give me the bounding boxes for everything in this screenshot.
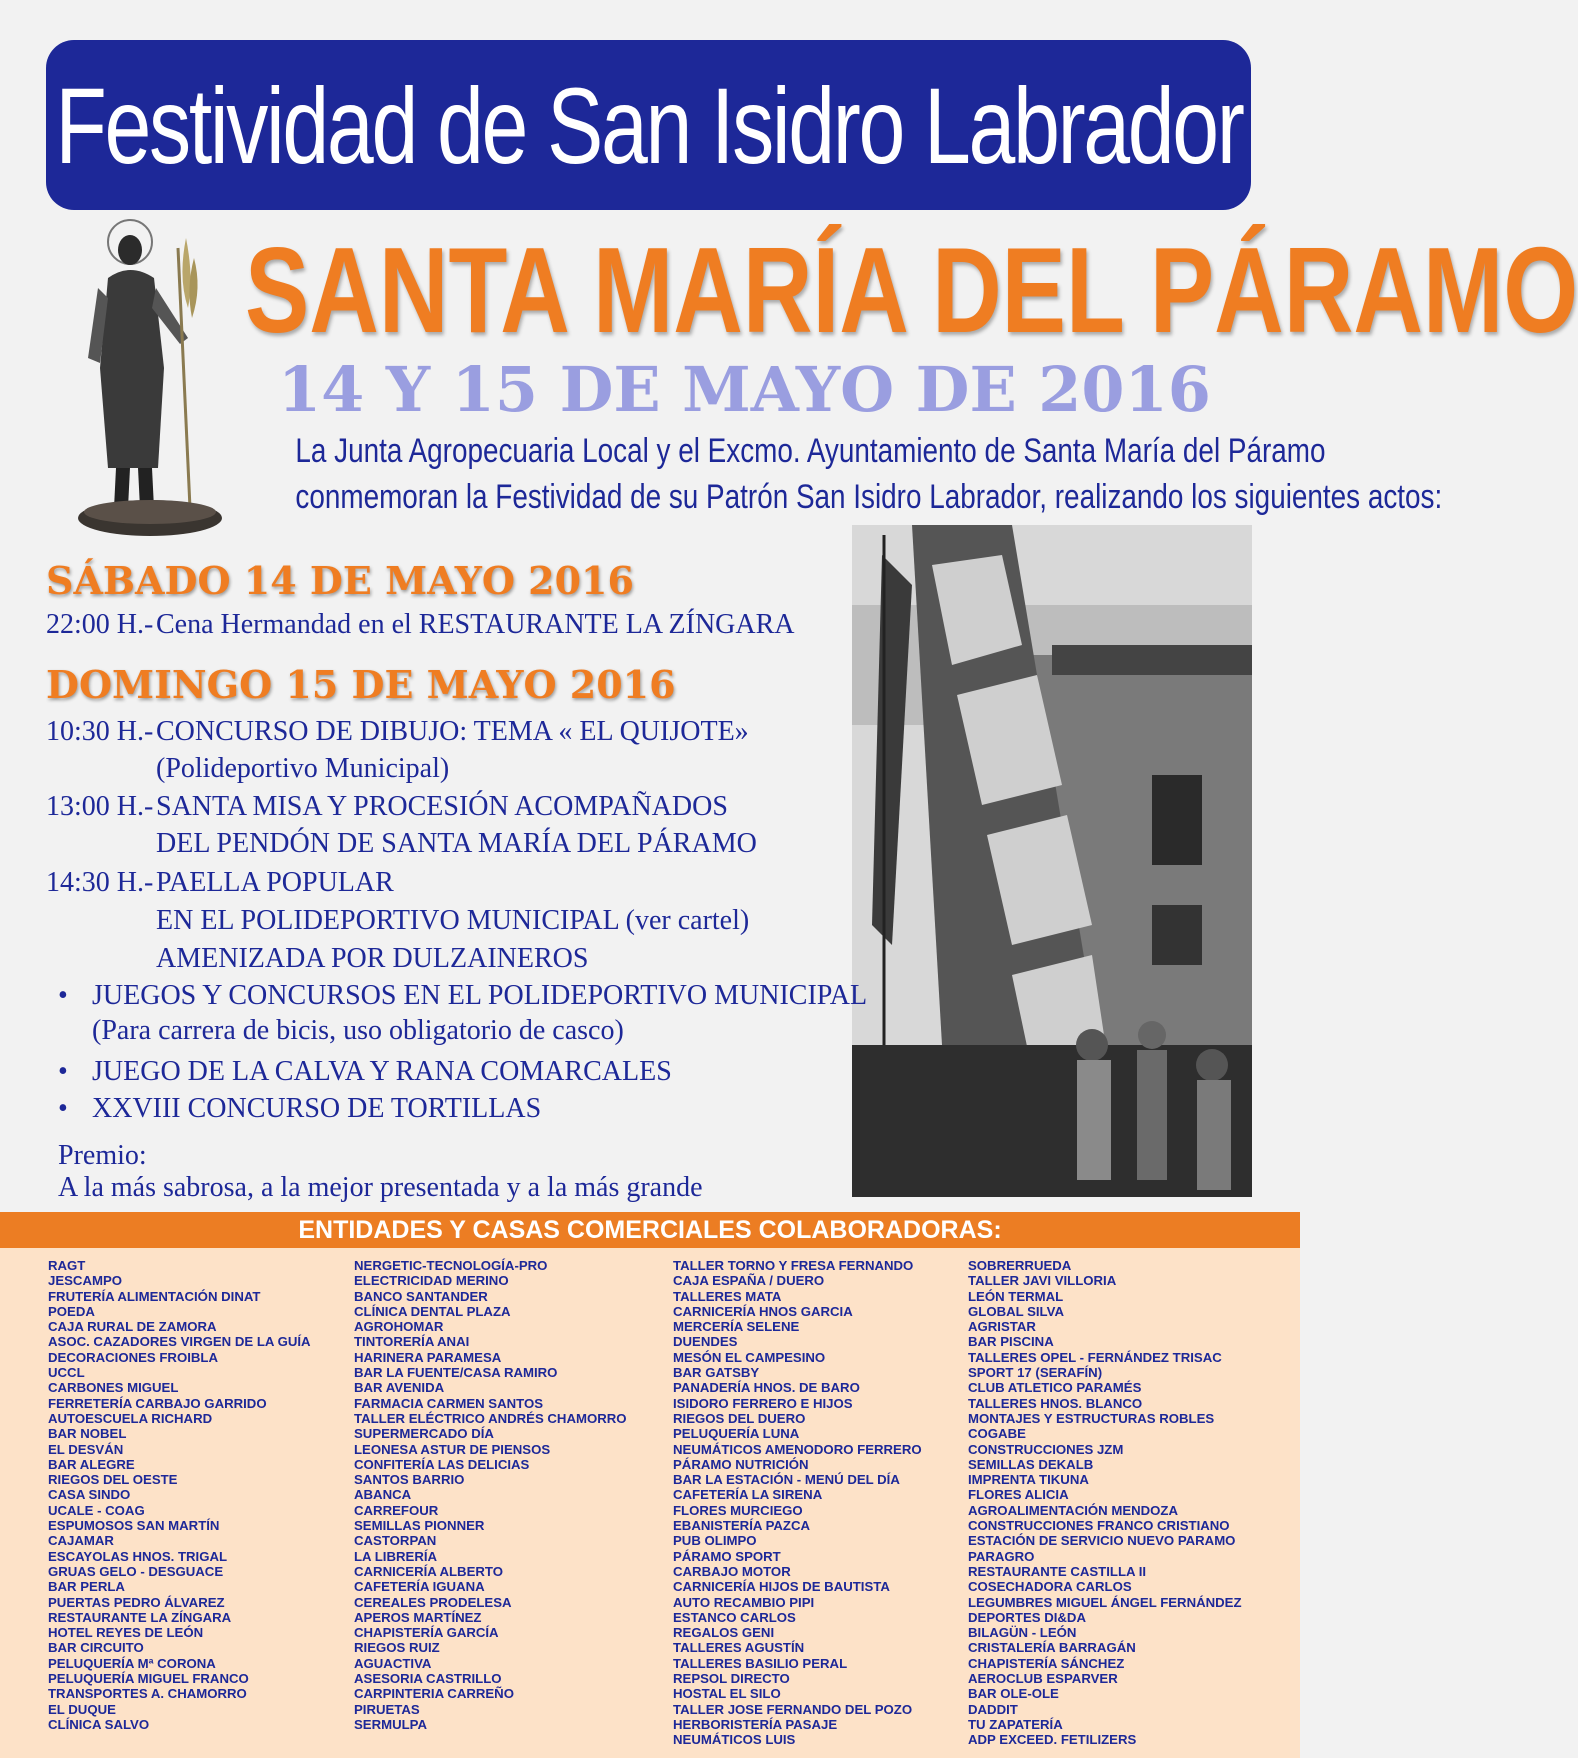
sponsor-item: TALLERES OPEL - FERNÁNDEZ TRISAC <box>968 1349 1222 1365</box>
sponsor-item: APEROS MARTÍNEZ <box>354 1609 482 1625</box>
bullet-dot: • <box>58 1093 68 1124</box>
sponsor-item: AUTOESCUELA RICHARD <box>48 1410 213 1426</box>
event-time: 10:30 H.- <box>46 716 154 747</box>
sponsor-item: ADP EXCEED. FETILIZERS <box>968 1732 1137 1748</box>
sponsor-item: HOSTAL EL SILO <box>673 1686 781 1702</box>
sponsor-item: ELECTRICIDAD MERINO <box>354 1273 509 1289</box>
sponsor-item: AEROCLUB ESPARVER <box>968 1671 1118 1687</box>
sponsor-item: REPSOL DIRECTO <box>673 1671 790 1687</box>
sponsor-item: FRUTERÍA ALIMENTACIÓN DINAT <box>48 1288 261 1304</box>
sponsor-item: TALLER ELÉCTRICO ANDRÉS CHAMORRO <box>354 1410 627 1426</box>
sponsor-item: NERGETIC-TECNOLOGÍA-PRO <box>354 1258 548 1273</box>
sponsors-heading: ENTIDADES Y CASAS COMERCIALES COLABORADORAS: <box>0 1212 1300 1248</box>
sponsor-item: COSECHADORA CARLOS <box>968 1579 1132 1595</box>
sponsor-item: CONSTRUCCIONES FRANCO CRISTIANO <box>968 1518 1230 1534</box>
sponsor-item: UCCL <box>48 1365 85 1381</box>
sponsor-item: CARBONES MIGUEL <box>48 1380 179 1396</box>
sponsor-item: COGABE <box>968 1426 1026 1442</box>
sponsor-item: ABANCA <box>354 1487 412 1503</box>
sponsor-item: DECORACIONES FROIBLA <box>48 1349 218 1365</box>
sunday-event-3-detail-2: AMENIZADA POR DULZAINEROS <box>156 943 589 974</box>
prize-text: A la más sabrosa, a la mejor presentada y a la más grande <box>58 1172 703 1203</box>
bullet-dot: • <box>58 980 68 1011</box>
sponsor-item: NEUMÁTICOS LUIS <box>673 1732 796 1748</box>
sponsors-column-1 <box>48 1258 311 1732</box>
sponsors-column-2 <box>354 1258 627 1732</box>
sponsor-item: BILAGÜN - LEÓN <box>968 1625 1077 1641</box>
sponsor-item: RIEGOS DEL OESTE <box>48 1472 178 1488</box>
sponsor-item: DADDIT <box>968 1701 1018 1717</box>
event-text: Cena Hermandad en el RESTAURANTE LA ZÍNGARA <box>156 609 795 640</box>
sponsor-item: SEMILLAS PIONNER <box>354 1518 485 1534</box>
intro-line-2: conmemoran la Festividad de su Patrón San Isidro Labrador, realizando los siguientes actos: <box>295 478 1443 516</box>
sponsor-item: BANCO SANTANDER <box>354 1288 488 1304</box>
town-name: SANTA MARÍA DEL PÁRAMO <box>245 222 1578 358</box>
sponsor-item: CARNICERÍA HNOS GARCIA <box>673 1303 853 1319</box>
sponsor-item: CAJA RURAL DE ZAMORA <box>48 1319 217 1335</box>
sponsor-item: BAR LA ESTACIÓN - MENÚ DEL DÍA <box>673 1472 900 1488</box>
sponsor-item: SEMILLAS DEKALB <box>968 1456 1094 1472</box>
sponsor-item: CARREFOUR <box>354 1502 439 1518</box>
sunday-heading: DOMINGO 15 DE MAYO 2016 <box>46 662 676 707</box>
sponsor-item: CLÍNICA DENTAL PLAZA <box>354 1303 511 1319</box>
sunday-event-1-detail: (Polideportivo Municipal) <box>156 753 450 784</box>
title-banner <box>46 40 1251 210</box>
event-time: 13:00 H.- <box>46 791 154 822</box>
event-text: PAELLA POPULAR <box>156 867 394 898</box>
sponsor-item: JESCAMPO <box>48 1273 123 1289</box>
sponsor-item: CRISTALERÍA BARRAGÁN <box>968 1640 1136 1656</box>
sponsor-item: AGROHOMAR <box>354 1319 444 1335</box>
sunday-event-3 <box>46 866 394 900</box>
sponsor-item: TALLERES MATA <box>673 1288 782 1304</box>
poster-title: Festividad de San Isidro Labrador <box>54 64 1243 186</box>
sponsor-item: CONFITERÍA LAS DELICIAS <box>354 1456 530 1472</box>
sponsor-item: BAR PISCINA <box>968 1334 1054 1350</box>
sponsor-item: CEREALES PRODELESA <box>354 1594 512 1610</box>
sponsor-item: PELUQUERÍA MIGUEL FRANCO <box>48 1671 249 1687</box>
activity-bullet-2 <box>58 1056 672 1088</box>
sponsor-item: AGROALIMENTACIÓN MENDOZA <box>968 1502 1179 1518</box>
sponsor-item: HERBORISTERÍA PASAJE <box>673 1716 838 1732</box>
sponsor-item: SUPERMERCADO DÍA <box>354 1426 494 1442</box>
sponsor-item: PANADERÍA HNOS. DE BARO <box>673 1380 860 1396</box>
sponsor-item: BAR PERLA <box>48 1579 125 1595</box>
sponsor-item: ESTANCO CARLOS <box>673 1609 796 1625</box>
sponsor-item: CAJA ESPAÑA / DUERO <box>673 1273 825 1289</box>
sponsor-item: PELUQUERÍA Mª CORONA <box>48 1655 216 1671</box>
sponsors-panel <box>0 1248 1300 1758</box>
sponsor-item: TINTORERÍA ANAI <box>354 1334 470 1350</box>
sponsor-item: AUTO RECAMBIO PIPI <box>673 1594 815 1610</box>
sponsor-item: PUERTAS PEDRO ÁLVAREZ <box>48 1594 225 1610</box>
sponsor-item: LEGUMBRES MIGUEL ÁNGEL FERNÁNDEZ <box>968 1594 1242 1610</box>
sponsor-item: CLUB ATLETICO PARAMÉS <box>968 1380 1142 1396</box>
event-text: SANTA MISA Y PROCESIÓN ACOMPAÑADOS <box>156 791 728 822</box>
sponsor-item: DEPORTES DI&DA <box>968 1609 1086 1625</box>
sponsor-item: REGALOS GENI <box>673 1625 775 1641</box>
sponsor-item: HARINERA PARAMESA <box>354 1349 502 1365</box>
sponsor-item: CONSTRUCCIONES JZM <box>968 1441 1124 1457</box>
sponsor-item: GLOBAL SILVA <box>968 1303 1064 1319</box>
sponsor-item: TALLER TORNO Y FRESA FERNANDO <box>673 1258 914 1273</box>
sunday-event-1 <box>46 715 749 749</box>
sponsor-item: ASOC. CAZADORES VIRGEN DE LA GUÍA <box>48 1334 311 1350</box>
sponsor-item: BAR NOBEL <box>48 1426 127 1442</box>
sponsor-item: CAFETERÍA IGUANA <box>354 1579 485 1595</box>
sponsor-item: RESTAURANTE CASTILLA II <box>968 1563 1147 1579</box>
sponsor-item: RESTAURANTE LA ZÍNGARA <box>48 1609 232 1625</box>
sponsor-item: CARBAJO MOTOR <box>673 1563 791 1579</box>
sponsor-item: BAR LA FUENTE/CASA RAMIRO <box>354 1365 558 1381</box>
sponsor-item: TALLER JOSE FERNANDO DEL POZO <box>673 1701 913 1717</box>
saturday-event <box>46 608 795 642</box>
sponsor-item: EL DESVÁN <box>48 1441 124 1457</box>
sponsor-item: ESCAYOLAS HNOS. TRIGAL <box>48 1548 228 1564</box>
sponsor-item: PARAGRO <box>968 1548 1035 1564</box>
sponsor-item: CLÍNICA SALVO <box>48 1716 150 1732</box>
sponsor-item: PELUQUERÍA LUNA <box>673 1426 800 1442</box>
activity-bullet-3 <box>58 1093 541 1125</box>
sponsor-item: CASA SINDO <box>48 1487 131 1503</box>
intro-line-1: La Junta Agropecuaria Local y el Excmo. Ayuntamiento de Santa María del Páramo <box>295 432 1326 470</box>
sponsor-item: AGRISTAR <box>968 1319 1036 1335</box>
sponsor-item: CHAPISTERÍA GARCÍA <box>354 1625 499 1641</box>
sponsor-item: LEONESA ASTUR DE PIENSOS <box>354 1441 551 1457</box>
sponsor-item: NEUMÁTICOS AMENODORO FERRERO <box>673 1441 922 1457</box>
sponsor-item: PIRUETAS <box>354 1701 420 1717</box>
sponsor-item: SPORT 17 (SERAFÍN) <box>968 1365 1103 1381</box>
sponsor-item: AGUACTIVA <box>354 1655 432 1671</box>
sunday-event-2-detail: DEL PENDÓN DE SANTA MARÍA DEL PÁRAMO <box>156 828 757 859</box>
sponsor-item: FERRETERÍA CARBAJO GARRIDO <box>48 1395 267 1411</box>
prize-label: Premio: <box>58 1140 147 1171</box>
sponsor-item: LEÓN TERMAL <box>968 1288 1064 1304</box>
sponsor-item: CHAPISTERÍA SÁNCHEZ <box>968 1655 1125 1671</box>
activity-text: JUEGOS Y CONCURSOS EN EL POLIDEPORTIVO MUNICIPAL <box>92 980 868 1011</box>
sponsor-item: MONTAJES Y ESTRUCTURAS ROBLES <box>968 1410 1215 1426</box>
bullet-dot: • <box>58 1056 68 1087</box>
procession-banner-photo <box>852 525 1252 1197</box>
sponsor-item: RIEGOS RUIZ <box>354 1640 440 1656</box>
sponsor-item: PUB OLIMPO <box>673 1533 757 1549</box>
sponsor-item: PÁRAMO NUTRICIÓN <box>673 1456 809 1472</box>
sponsor-item: SOBRERRUEDA <box>968 1258 1072 1273</box>
intro-text <box>200 428 1443 520</box>
sponsor-item: TALLERES HNOS. BLANCO <box>968 1395 1143 1411</box>
sponsor-item: CAJAMAR <box>48 1533 114 1549</box>
activity-bullet-1 <box>58 980 867 1012</box>
saturday-heading: SÁBADO 14 DE MAYO 2016 <box>46 558 634 603</box>
sponsor-item: TALLERES BASILIO PERAL <box>673 1655 848 1671</box>
sponsor-item: BAR ALEGRE <box>48 1456 135 1472</box>
sponsors-column-3 <box>673 1258 922 1748</box>
sponsor-item: UCALE - COAG <box>48 1502 145 1518</box>
sponsor-item: CARNICERÍA ALBERTO <box>354 1563 503 1579</box>
sponsor-item: CASTORPAN <box>354 1533 437 1549</box>
sponsor-item: BAR CIRCUITO <box>48 1640 144 1656</box>
sponsor-item: FARMACIA CARMEN SANTOS <box>354 1395 544 1411</box>
sunday-event-3-detail-1: EN EL POLIDEPORTIVO MUNICIPAL (ver cartel) <box>156 905 750 936</box>
sponsor-item: BAR OLE-OLE <box>968 1686 1059 1702</box>
sponsor-item: CARNICERÍA HIJOS DE BAUTISTA <box>673 1579 890 1595</box>
sponsor-item: MERCERÍA SELENE <box>673 1319 800 1335</box>
sponsor-item: FLORES ALICIA <box>968 1487 1069 1503</box>
activity-bullet-1-note: (Para carrera de bicis, uso obligatorio de casco) <box>92 1015 624 1046</box>
sponsors-column-4 <box>968 1258 1242 1748</box>
sponsor-item: ASESORIA CASTRILLO <box>354 1671 502 1687</box>
sunday-event-2 <box>46 790 728 824</box>
sponsor-item: ESPUMOSOS SAN MARTÍN <box>48 1518 220 1534</box>
sponsor-item: EBANISTERÍA PAZCA <box>673 1518 811 1534</box>
event-text: CONCURSO DE DIBUJO: TEMA « EL QUIJOTE» <box>156 716 749 747</box>
sponsor-item: IMPRENTA TIKUNA <box>968 1472 1089 1488</box>
sponsor-item: ISIDORO FERRERO E HIJOS <box>673 1395 853 1411</box>
sponsor-item: CAFETERÍA LA SIRENA <box>673 1487 823 1503</box>
sponsor-item: SANTOS BARRIO <box>354 1472 465 1488</box>
sponsor-item: HOTEL REYES DE LEÓN <box>48 1625 204 1641</box>
sponsor-item: DUENDES <box>673 1334 738 1350</box>
sponsor-item: SERMULPA <box>354 1716 428 1732</box>
sponsor-item: CARPINTERIA CARREÑO <box>354 1686 514 1702</box>
sponsor-item: BAR GATSBY <box>673 1365 760 1381</box>
sponsor-item: BAR AVENIDA <box>354 1380 445 1396</box>
sponsor-item: MESÓN EL CAMPESINO <box>673 1349 826 1365</box>
event-time: 14:30 H.- <box>46 867 154 898</box>
event-time: 22:00 H.- <box>46 609 154 640</box>
sponsor-item: TALLER JAVI VILLORIA <box>968 1273 1117 1289</box>
activity-text: XXVIII CONCURSO DE TORTILLAS <box>92 1093 542 1124</box>
sponsor-item: ESTACIÓN DE SERVICIO NUEVO PARAMO <box>968 1533 1236 1549</box>
sponsor-item: POEDA <box>48 1303 95 1319</box>
sponsor-item: TRANSPORTES A. CHAMORRO <box>48 1686 247 1702</box>
activity-text: JUEGO DE LA CALVA Y RANA COMARCALES <box>92 1056 672 1087</box>
sponsor-item: EL DUQUE <box>48 1701 116 1717</box>
sponsor-item: RAGT <box>48 1258 86 1273</box>
sponsor-item: GRUAS GELO - DESGUACE <box>48 1563 224 1579</box>
sponsor-item: PÁRAMO SPORT <box>673 1548 781 1564</box>
sponsor-item: LA LIBRERÍA <box>354 1548 438 1564</box>
sponsor-item: RIEGOS DEL DUERO <box>673 1410 806 1426</box>
sponsor-item: FLORES MURCIEGO <box>673 1502 803 1518</box>
sponsor-item: TU ZAPATERÍA <box>968 1716 1063 1732</box>
sponsor-item: TALLERES AGUSTÍN <box>673 1640 805 1656</box>
festival-dates: 14 Y 15 DE MAYO DE 2016 <box>278 353 1211 426</box>
